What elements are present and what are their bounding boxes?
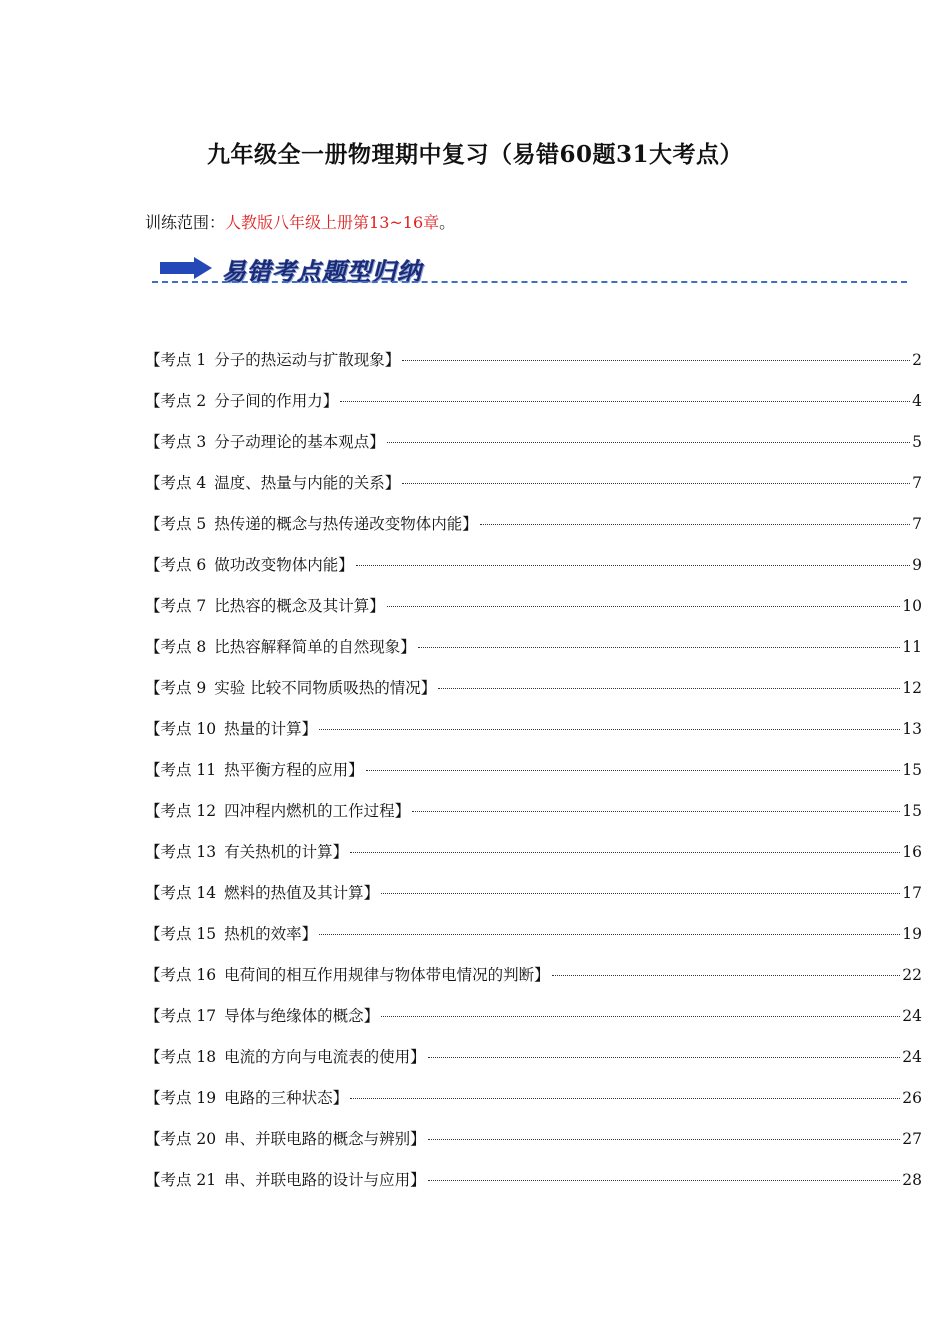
toc-entry-label xyxy=(145,758,364,780)
toc-entry-label xyxy=(145,1168,426,1190)
toc-entry-number: 【考点 2 xyxy=(145,392,207,410)
toc-leader-dots xyxy=(366,770,901,771)
toc-entry-title: 串、并联电路的设计与应用】 xyxy=(224,1171,426,1189)
toc-entry-title: 导体与绝缘体的概念】 xyxy=(224,1007,380,1025)
toc-page-number: 28 xyxy=(902,1171,922,1189)
table-of-contents xyxy=(145,348,922,1209)
toc-entry[interactable] xyxy=(145,1045,922,1086)
toc-leader-dots xyxy=(387,442,910,443)
training-scope xyxy=(145,210,455,233)
toc-entry-number: 【考点 10 xyxy=(145,720,217,738)
scope-value: 人教版八年级上册第13~16章 xyxy=(225,213,440,232)
toc-leader-dots xyxy=(402,360,910,361)
toc-entry[interactable] xyxy=(145,758,922,799)
toc-entry-number: 【考点 16 xyxy=(145,966,217,984)
toc-entry[interactable] xyxy=(145,1127,922,1168)
toc-leader-dots xyxy=(428,1139,901,1140)
toc-entry-number: 【考点 14 xyxy=(145,884,217,902)
toc-entry-number: 【考点 3 xyxy=(145,433,207,451)
toc-entry-title: 有关热机的计算】 xyxy=(224,843,349,861)
toc-page-number: 15 xyxy=(902,761,922,779)
toc-entry[interactable] xyxy=(145,471,922,512)
toc-entry[interactable] xyxy=(145,1168,922,1209)
toc-entry-label xyxy=(145,717,317,739)
toc-leader-dots xyxy=(350,1098,900,1099)
toc-leader-dots xyxy=(350,852,900,853)
banner-divider xyxy=(152,281,907,283)
toc-entry-number: 【考点 11 xyxy=(145,761,217,779)
toc-entry-label xyxy=(145,348,400,370)
toc-entry-title: 热量的计算】 xyxy=(224,720,318,738)
toc-entry[interactable] xyxy=(145,676,922,717)
toc-leader-dots xyxy=(381,1016,900,1017)
toc-entry[interactable] xyxy=(145,512,922,553)
toc-entry[interactable] xyxy=(145,430,922,471)
toc-entry-label xyxy=(145,635,416,657)
toc-leader-dots xyxy=(428,1180,901,1181)
toc-entry-title: 比热容解释简单的自然现象】 xyxy=(214,638,416,656)
toc-entry-title: 比热容的概念及其计算】 xyxy=(214,597,385,615)
toc-entry[interactable] xyxy=(145,922,922,963)
toc-entry-label xyxy=(145,430,385,452)
toc-entry-label xyxy=(145,1086,348,1108)
toc-page-number: 26 xyxy=(902,1089,922,1107)
toc-entry[interactable] xyxy=(145,348,922,389)
toc-entry-number: 【考点 18 xyxy=(145,1048,217,1066)
toc-page-number: 10 xyxy=(902,597,922,615)
toc-leader-dots xyxy=(381,893,900,894)
toc-entry[interactable] xyxy=(145,717,922,758)
toc-leader-dots xyxy=(402,483,910,484)
toc-page-number: 16 xyxy=(902,843,922,861)
toc-entry-number: 【考点 7 xyxy=(145,597,207,615)
toc-leader-dots xyxy=(319,729,900,730)
toc-entry-title: 热平衡方程的应用】 xyxy=(224,761,364,779)
toc-entry-title: 实验 比较不同物质吸热的情况】 xyxy=(214,679,437,697)
toc-page-number: 7 xyxy=(912,474,922,492)
toc-entry-label xyxy=(145,553,354,575)
toc-page-number: 27 xyxy=(902,1130,922,1148)
scope-end: 。 xyxy=(439,213,456,232)
toc-entry-title: 燃料的热值及其计算】 xyxy=(224,884,380,902)
toc-entry-title: 电流的方向与电流表的使用】 xyxy=(224,1048,426,1066)
toc-leader-dots xyxy=(319,934,900,935)
toc-entry-label xyxy=(145,963,550,985)
toc-entry-number: 【考点 20 xyxy=(145,1130,217,1148)
toc-entry[interactable] xyxy=(145,389,922,430)
toc-leader-dots xyxy=(438,688,900,689)
toc-leader-dots xyxy=(428,1057,901,1058)
toc-entry-title: 温度、热量与内能的关系】 xyxy=(214,474,401,492)
toc-entry-number: 【考点 17 xyxy=(145,1007,217,1025)
toc-page-number: 9 xyxy=(912,556,922,574)
document-title: 九年级全一册物理期中复习（易错60题31大考点） xyxy=(206,141,743,168)
toc-leader-dots xyxy=(412,811,900,812)
toc-page-number: 13 xyxy=(902,720,922,738)
toc-entry-title: 分子动理论的基本观点】 xyxy=(214,433,385,451)
toc-leader-dots xyxy=(340,401,910,402)
toc-entry-title: 热传递的概念与热传递改变物体内能】 xyxy=(214,515,478,533)
toc-entry[interactable] xyxy=(145,881,922,922)
toc-leader-dots xyxy=(418,647,900,648)
section-banner xyxy=(152,250,907,290)
toc-page-number: 15 xyxy=(902,802,922,820)
toc-entry-number: 【考点 12 xyxy=(145,802,217,820)
toc-entry-label xyxy=(145,1004,379,1026)
toc-entry-number: 【考点 1 xyxy=(145,351,207,369)
toc-entry-number: 【考点 5 xyxy=(145,515,207,533)
toc-entry-label xyxy=(145,676,436,698)
toc-entry-label xyxy=(145,840,348,862)
toc-entry-title: 分子间的作用力】 xyxy=(214,392,339,410)
toc-entry-label xyxy=(145,1127,426,1149)
toc-entry-title: 热机的效率】 xyxy=(224,925,318,943)
toc-page-number: 11 xyxy=(902,638,922,656)
toc-entry[interactable] xyxy=(145,963,922,1004)
toc-leader-dots xyxy=(480,524,910,525)
toc-entry-number: 【考点 13 xyxy=(145,843,217,861)
toc-entry-title: 分子的热运动与扩散现象】 xyxy=(214,351,401,369)
toc-entry-number: 【考点 19 xyxy=(145,1089,217,1107)
toc-page-number: 24 xyxy=(902,1048,922,1066)
toc-leader-dots xyxy=(552,975,901,976)
toc-entry-title: 电荷间的相互作用规律与物体带电情况的判断】 xyxy=(224,966,550,984)
toc-entry-label xyxy=(145,471,400,493)
toc-entry-number: 【考点 15 xyxy=(145,925,217,943)
toc-entry[interactable] xyxy=(145,1086,922,1127)
toc-entry-label xyxy=(145,389,338,411)
toc-page-number: 7 xyxy=(912,515,922,533)
toc-page-number: 2 xyxy=(912,351,922,369)
banner-heading: 易错考点题型归纳 xyxy=(222,257,422,286)
toc-page-number: 19 xyxy=(902,925,922,943)
toc-entry[interactable] xyxy=(145,1004,922,1045)
toc-entry-number: 【考点 9 xyxy=(145,679,207,697)
toc-entry-title: 串、并联电路的概念与辨别】 xyxy=(224,1130,426,1148)
toc-entry-label xyxy=(145,594,385,616)
toc-entry-number: 【考点 21 xyxy=(145,1171,217,1189)
scope-label: 训练范围： xyxy=(145,213,226,232)
toc-entry[interactable] xyxy=(145,840,922,881)
toc-entry-title: 电路的三种状态】 xyxy=(224,1089,349,1107)
toc-entry[interactable] xyxy=(145,553,922,594)
toc-entry-number: 【考点 4 xyxy=(145,474,207,492)
toc-entry[interactable] xyxy=(145,799,922,840)
toc-entry-title: 做功改变物体内能】 xyxy=(214,556,354,574)
toc-leader-dots xyxy=(356,565,910,566)
toc-entry-label xyxy=(145,799,410,821)
toc-entry-label xyxy=(145,881,379,903)
toc-page-number: 5 xyxy=(912,433,922,451)
toc-page-number: 22 xyxy=(902,966,922,984)
arrow-right-icon xyxy=(160,257,212,279)
toc-page-number: 12 xyxy=(902,679,922,697)
toc-page-number: 24 xyxy=(902,1007,922,1025)
toc-entry[interactable] xyxy=(145,635,922,676)
toc-entry-label xyxy=(145,1045,426,1067)
toc-leader-dots xyxy=(387,606,900,607)
toc-entry-label xyxy=(145,512,478,534)
toc-entry-label xyxy=(145,922,317,944)
toc-entry-title: 四冲程内燃机的工作过程】 xyxy=(224,802,411,820)
toc-entry-number: 【考点 6 xyxy=(145,556,207,574)
toc-entry-number: 【考点 8 xyxy=(145,638,207,656)
toc-entry[interactable] xyxy=(145,594,922,635)
toc-page-number: 4 xyxy=(912,392,922,410)
toc-page-number: 17 xyxy=(902,884,922,902)
